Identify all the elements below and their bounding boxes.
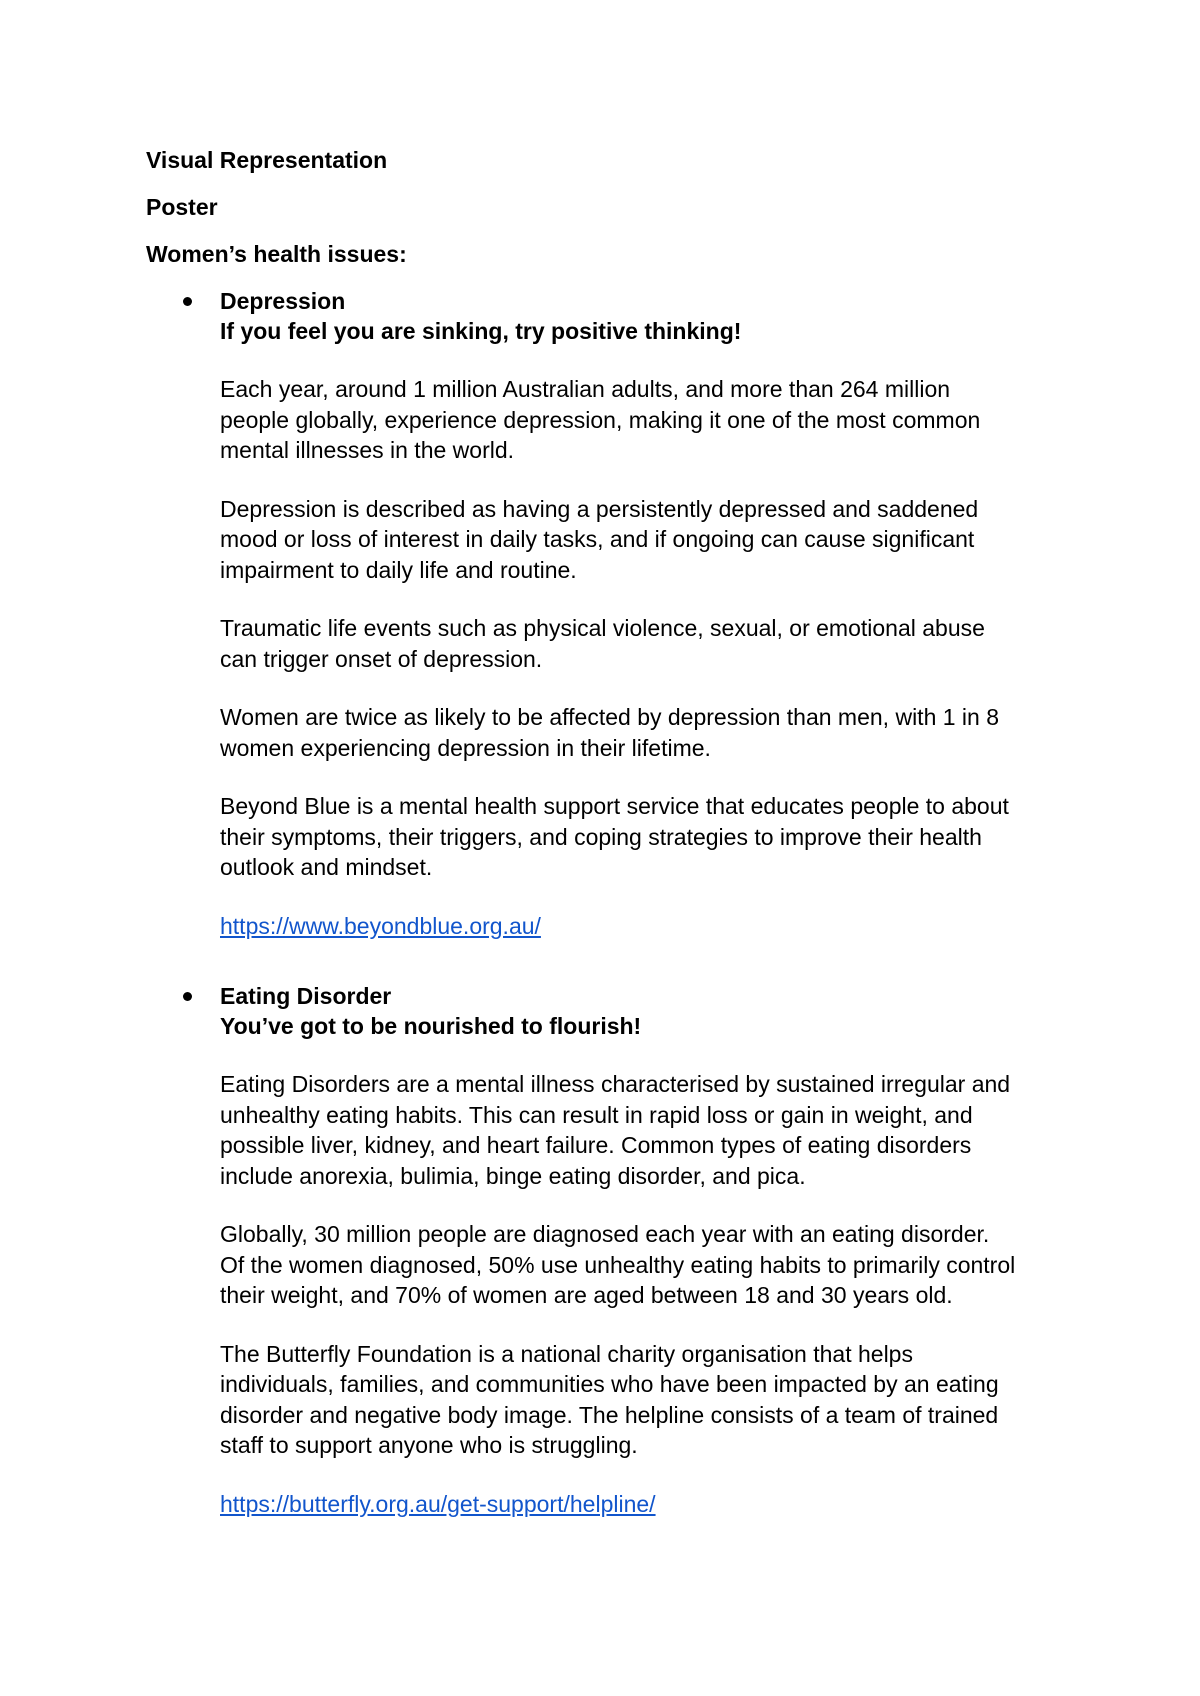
- butterfly-helpline-link[interactable]: https://butterfly.org.au/get-support/helpline/: [220, 1490, 656, 1517]
- paragraph-line: impairment to daily life and routine.: [220, 556, 577, 583]
- paragraph-line: Women are twice as likely to be affected by depression than men, with 1 in 8: [220, 704, 1000, 730]
- paragraph-line: disorder and negative body image. The helpline consists of a team of trained: [220, 1401, 999, 1428]
- section-eating-disorder: [220, 981, 1100, 1519]
- paragraph-line: Each year, around 1 million Australian adults, and more than 264 million: [220, 376, 951, 402]
- paragraph-line: Globally, 30 million people are diagnosed each year with an eating disorder.: [220, 1221, 990, 1247]
- bullet-icon: [183, 992, 192, 1001]
- heading-womens-health-issues: Women’s health issues:: [146, 241, 407, 267]
- paragraph-line: mood or loss of interest in daily tasks, and if ongoing can cause significant: [220, 526, 975, 552]
- paragraph-line: Traumatic life events such as physical violence, sexual, or emotional abuse: [220, 615, 985, 641]
- paragraph-line: Depression is described as having a persistently depressed and saddened: [220, 495, 979, 522]
- paragraph-line: unhealthy eating habits. This can result in rapid loss or gain in weight, and: [220, 1101, 973, 1128]
- section-title: Eating Disorder: [220, 983, 392, 1009]
- paragraph-line: their weight, and 70% of women are aged between 18 and 30 years old.: [220, 1282, 953, 1308]
- paragraph: [220, 1219, 1100, 1311]
- paragraph-line: possible liver, kidney, and heart failure. Common types of eating disorders: [220, 1132, 972, 1158]
- paragraph: [220, 791, 1100, 883]
- paragraph-line: Eating Disorders are a mental illness characterised by sustained irregular and: [220, 1071, 1011, 1097]
- section-slogan: You’ve got to be nourished to flourish!: [220, 1013, 642, 1039]
- paragraph: [220, 702, 1100, 763]
- paragraph-line: individuals, families, and communities who have been impacted by an eating: [220, 1371, 999, 1397]
- section-depression: [220, 286, 1100, 941]
- paragraph-line: Beyond Blue is a mental health support service that educates people to about: [220, 793, 1009, 819]
- section-slogan: If you feel you are sinking, try positive thinking!: [220, 318, 742, 344]
- heading-visual-representation: Visual Representation: [146, 147, 388, 173]
- section-title: Depression: [220, 288, 346, 314]
- paragraph-line: their symptoms, their triggers, and coping strategies to improve their health: [220, 823, 982, 850]
- paragraph-line: include anorexia, bulimia, binge eating disorder, and pica.: [220, 1162, 806, 1189]
- paragraph-line: women experiencing depression in their lifetime.: [220, 734, 711, 761]
- paragraph-line: outlook and mindset.: [220, 854, 433, 880]
- paragraph: [220, 1069, 1100, 1191]
- paragraph: [220, 1339, 1100, 1461]
- beyondblue-link[interactable]: https://www.beyondblue.org.au/: [220, 912, 541, 939]
- paragraph-line: mental illnesses in the world.: [220, 437, 515, 463]
- paragraph-line: staff to support anyone who is struggling.: [220, 1432, 638, 1458]
- paragraph-line: people globally, experience depression, making it one of the most common: [220, 406, 981, 433]
- bullet-icon: [183, 297, 192, 306]
- paragraph: [220, 494, 1100, 586]
- paragraph: [220, 374, 1100, 466]
- paragraph-line: can trigger onset of depression.: [220, 645, 543, 672]
- heading-poster: Poster: [146, 194, 218, 220]
- paragraph: [220, 613, 1100, 674]
- paragraph-line: The Butterfly Foundation is a national charity organisation that helps: [220, 1340, 913, 1367]
- paragraph-line: Of the women diagnosed, 50% use unhealthy eating habits to primarily control: [220, 1251, 1016, 1278]
